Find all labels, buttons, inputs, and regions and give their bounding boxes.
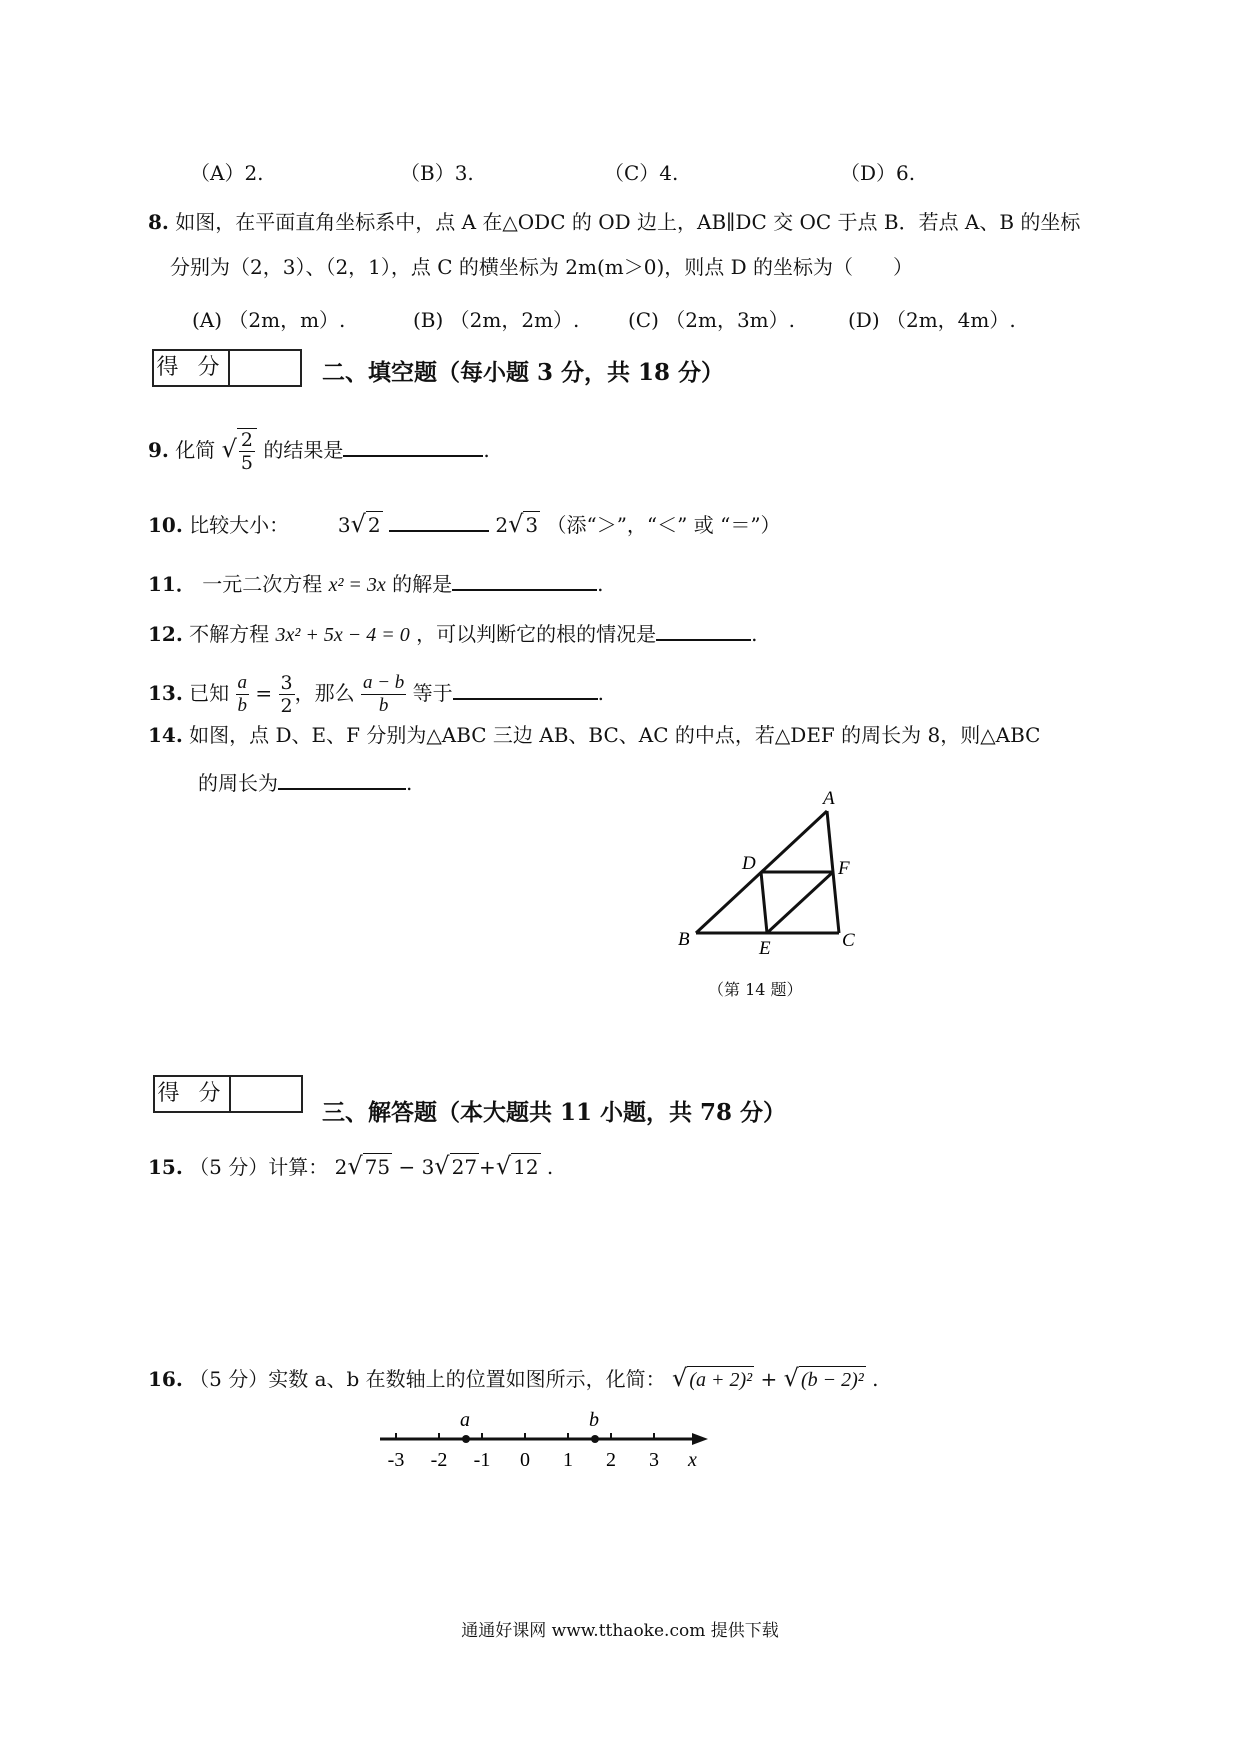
- score-label: 得 分: [154, 351, 230, 385]
- q15-radicand2: 27: [451, 1155, 478, 1179]
- score-value-cell[interactable]: [230, 351, 300, 385]
- q12-pre: 不解方程: [189, 622, 270, 646]
- q9-sqrt: √ $\frac{2}{5}$: [222, 438, 257, 462]
- q13-number: 13.: [148, 681, 183, 705]
- q15-op2: +: [479, 1155, 496, 1179]
- q13-b: b: [237, 695, 248, 716]
- score-box-section2: [152, 349, 302, 387]
- q11-answer-blank[interactable]: [452, 569, 597, 591]
- q11-pre: 一元二次方程: [202, 572, 323, 596]
- q9-answer-blank[interactable]: [343, 435, 483, 457]
- segment-ef: [767, 872, 833, 933]
- q9-denominator: 5: [240, 452, 253, 474]
- q12-end: .: [751, 622, 758, 646]
- q13-a: a: [237, 672, 248, 693]
- q13-fraction-ab: [236, 672, 250, 717]
- q14-text-line2: 的周长为: [198, 771, 278, 795]
- q8-line1: [148, 209, 1080, 235]
- score-box-section3: [153, 1075, 303, 1113]
- q12: [148, 619, 757, 648]
- q10-right-coef: 2: [495, 513, 509, 537]
- segment-de: [761, 872, 767, 933]
- q13-answer-blank[interactable]: [453, 678, 598, 700]
- point-a-label: a: [460, 1409, 470, 1431]
- q12-answer-blank[interactable]: [656, 619, 751, 641]
- q14-answer-blank[interactable]: [278, 768, 406, 790]
- section3-title: 三、解答题（本大题共 11 小题，共 78 分）: [322, 1099, 787, 1126]
- q8-option-a: (A) （2m，m）.: [192, 308, 346, 332]
- axis-tick-label: 0: [520, 1449, 530, 1471]
- q8-number: 8.: [148, 210, 169, 234]
- q13-fraction-amb: [361, 672, 406, 717]
- q12-equation: 3x² + 5x − 4 = 0: [275, 624, 410, 646]
- q15-pre: （5 分）计算：: [189, 1155, 329, 1179]
- q8-option-b: (B) （2m，2m）.: [413, 308, 580, 332]
- q13-amb: a − b: [362, 672, 405, 693]
- q16-end: .: [872, 1367, 879, 1391]
- q13: [148, 672, 604, 717]
- q13-two: 2: [280, 695, 293, 717]
- section2-title: 二、填空题（每小题 3 分，共 18 分）: [322, 359, 725, 386]
- label-d: D: [742, 853, 756, 874]
- q15-end: .: [546, 1155, 554, 1179]
- q16-radicand1: (a + 2)²: [687, 1366, 754, 1393]
- q10-right-expr: 2√ 3: [495, 510, 539, 538]
- axis-tick-label: -2: [430, 1449, 448, 1471]
- q10-answer-blank[interactable]: [389, 510, 489, 532]
- axis-tick-label: 2: [606, 1449, 616, 1471]
- q11: [148, 569, 604, 598]
- q10-pre: 比较大小：: [189, 513, 290, 537]
- q13-fraction-32: [279, 672, 295, 717]
- q7-option-b: （B）3.: [400, 161, 474, 185]
- q16-plus: +: [760, 1367, 778, 1391]
- q10-right-radicand: 3: [525, 513, 539, 537]
- score-label-section3: 得 分: [155, 1077, 231, 1111]
- q15-op1: − 3: [392, 1155, 435, 1179]
- q15-radicand1: 75: [364, 1155, 391, 1179]
- q14-text-line1: 如图，点 D、E、F 分别为△ABC 三边 AB、BC、AC 的中点，若△DEF 的周长为 8，则△ABC: [189, 723, 1041, 747]
- page-footer: 通通好课网 www.tthaoke.com 提供下载: [461, 1621, 779, 1641]
- q16-text: （5 分）实数 a、b 在数轴上的位置如图所示，化简：: [189, 1367, 666, 1391]
- q12-number: 12.: [148, 622, 183, 646]
- q11-number: 11．: [148, 572, 196, 596]
- q9-end: .: [483, 438, 490, 462]
- q12-post: ，可以判断它的根的情况是: [416, 622, 657, 646]
- q16-number-line: [370, 1405, 720, 1485]
- axis-tick-label: 1: [563, 1449, 573, 1471]
- q11-end: .: [597, 572, 604, 596]
- q9-pre: 化简: [175, 438, 216, 462]
- q16: 16. （5 分）实数 a、b 在数轴上的位置如图所示，化简： √ (a + 2)² + √ (b − 2)² .: [148, 1364, 879, 1392]
- q14-caption: （第 14 题）: [708, 980, 803, 999]
- q7-option-c: （C）4.: [604, 161, 679, 185]
- q10-left-expr: 3√ 2: [337, 510, 381, 538]
- q10: [148, 510, 781, 538]
- q10-left-radicand: 2: [367, 513, 381, 537]
- q13-post: 等于: [412, 681, 453, 705]
- q9: [148, 428, 490, 474]
- q14-number: 14.: [148, 723, 183, 747]
- q9-numerator: 2: [240, 429, 253, 451]
- q8-option-c: (C) （2m，3m）.: [628, 308, 796, 332]
- q15: 15. （5 分）计算： 2√ 75 − 3√ 27 +√ 12 .: [148, 1152, 554, 1180]
- q13-equals: =: [255, 681, 273, 705]
- q14-end: .: [406, 771, 413, 795]
- q7-option-d: （D）6.: [840, 161, 916, 185]
- q8-text-line2: 分别为（2，3）、（2，1），点 C 的横坐标为 2m(m＞0)，则点 D 的坐标为（ ）: [170, 255, 914, 279]
- q13-b-den: b: [378, 695, 389, 716]
- point-a-dot: [462, 1435, 470, 1443]
- q14-line2: [198, 768, 412, 796]
- q8-option-d: (D) （2m，4m）.: [848, 308, 1016, 332]
- label-a: A: [823, 788, 835, 809]
- q13-three: 3: [280, 672, 293, 694]
- q8-text-line1: 如图，在平面直角坐标系中，点 A 在△ODC 的 OD 边上，AB∥DC 交 OC 于点 B．若点 A、B 的坐标: [175, 210, 1081, 234]
- q11-post: 的解是: [392, 572, 453, 596]
- q16-radicand2: (b − 2)²: [799, 1366, 866, 1393]
- axis-tick-label: -1: [473, 1449, 491, 1471]
- q9-post: 的结果是: [263, 438, 344, 462]
- q15-coef1: 2: [334, 1155, 348, 1179]
- q10-number: 10.: [148, 513, 183, 537]
- q16-number: 16.: [148, 1367, 183, 1391]
- label-f: F: [838, 858, 850, 879]
- point-b-label: b: [589, 1409, 599, 1431]
- label-e: E: [759, 938, 771, 959]
- point-b-dot: [591, 1435, 599, 1443]
- axis-tick-label: -3: [387, 1449, 405, 1471]
- q10-left-coef: 3: [337, 513, 351, 537]
- q10-hint: （添“＞”，“＜” 或 “＝”）: [546, 513, 781, 537]
- q13-pre: 已知: [189, 681, 230, 705]
- axis-tick-label: 3: [649, 1449, 659, 1471]
- q13-mid: ，那么: [294, 681, 355, 705]
- score-value-cell-section3[interactable]: [231, 1077, 301, 1111]
- q9-number: 9.: [148, 438, 169, 462]
- q14-triangle-figure: [660, 780, 880, 960]
- q15-radicand3: 12: [513, 1155, 539, 1179]
- q15-number: 15.: [148, 1155, 183, 1179]
- axis-x-label: x: [688, 1449, 697, 1471]
- q13-end: .: [597, 681, 604, 705]
- q7-option-a: （A）2.: [190, 161, 264, 185]
- label-c: C: [842, 930, 855, 951]
- label-b: B: [678, 929, 690, 950]
- axis-arrow: [692, 1433, 708, 1445]
- q14-line1: [148, 722, 1040, 748]
- q11-equation: x² = 3x: [328, 574, 386, 596]
